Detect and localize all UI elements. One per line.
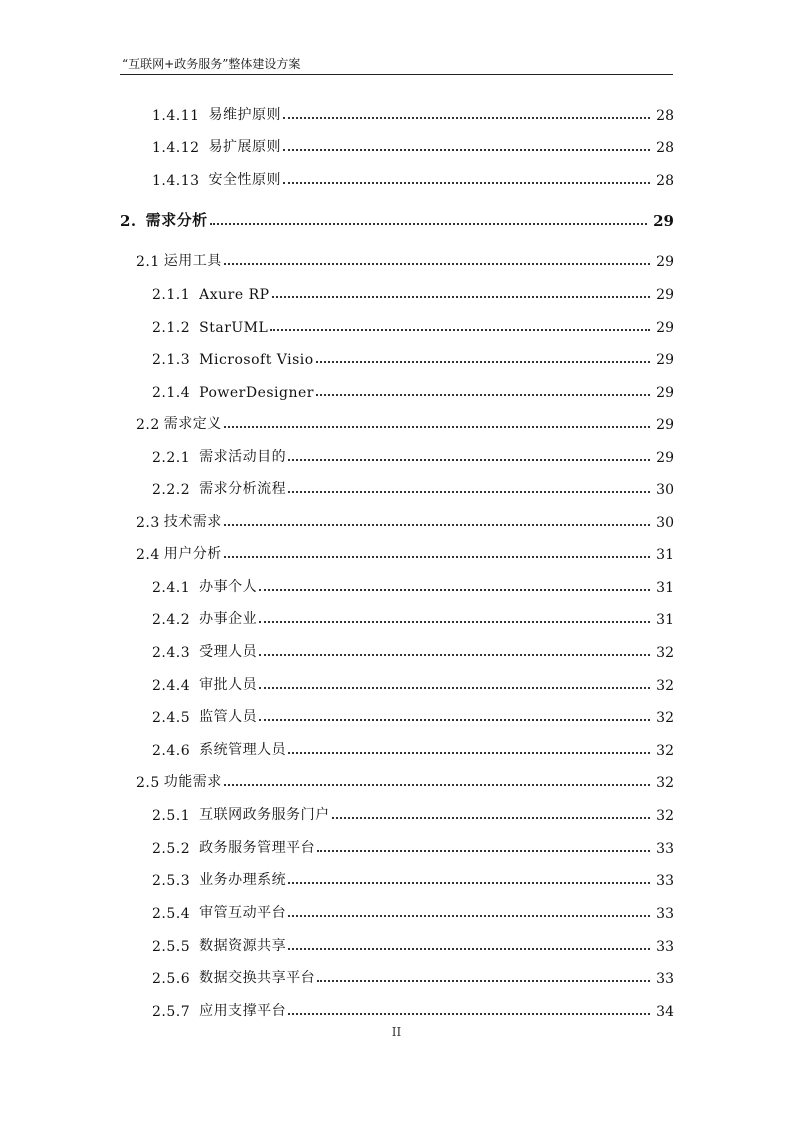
toc-entry-label: 数据资源共享 bbox=[199, 938, 287, 954]
toc-entry[interactable] bbox=[152, 802, 674, 824]
toc-entry-number: 2.5.7 bbox=[152, 1004, 191, 1020]
dot-leader bbox=[317, 850, 650, 852]
toc-entry-page: 30 bbox=[656, 515, 674, 531]
toc-entry-page: 32 bbox=[656, 775, 674, 791]
toc-entry-page: 32 bbox=[656, 645, 674, 661]
toc-entry-page: 28 bbox=[656, 108, 674, 124]
toc-entry[interactable] bbox=[152, 346, 674, 368]
toc-entry[interactable] bbox=[152, 574, 674, 596]
toc-entry-page: 33 bbox=[656, 841, 674, 857]
toc-entry[interactable] bbox=[152, 835, 674, 857]
toc-entry-label: 审批人员 bbox=[199, 677, 258, 693]
toc-entry[interactable] bbox=[152, 476, 674, 498]
toc-entry[interactable] bbox=[152, 737, 674, 759]
toc-entry[interactable] bbox=[152, 314, 674, 336]
toc-entry-label: StarUML bbox=[199, 320, 269, 336]
toc-entry-page: 29 bbox=[656, 385, 674, 401]
toc-entry-page: 30 bbox=[656, 482, 674, 498]
toc-entry-number: 1.4.11 bbox=[152, 108, 200, 124]
toc-entry-number: 2.4.5 bbox=[152, 710, 191, 726]
toc-entry-label: 易维护原则 bbox=[208, 107, 282, 123]
toc-entry-page: 33 bbox=[656, 971, 674, 987]
toc-entry[interactable] bbox=[152, 379, 674, 401]
dot-leader bbox=[288, 752, 650, 754]
document-title: “互联网+政务服务”整体建设方案 bbox=[122, 57, 301, 71]
toc-entry-page: 33 bbox=[656, 873, 674, 889]
dot-leader bbox=[288, 1013, 650, 1015]
dot-leader bbox=[224, 784, 650, 786]
toc-entry-page: 32 bbox=[656, 678, 674, 694]
dot-leader bbox=[259, 654, 650, 656]
toc-entry-label: 办事个人 bbox=[199, 579, 258, 595]
dot-leader bbox=[224, 556, 650, 558]
dot-leader bbox=[288, 915, 650, 917]
dot-leader bbox=[272, 296, 651, 298]
toc-entry-number: 2.1.4 bbox=[152, 385, 191, 401]
dot-leader bbox=[259, 621, 650, 623]
dot-leader bbox=[210, 223, 647, 225]
toc-entry-number: 2.2.1 bbox=[152, 450, 191, 466]
toc-entry-page: 29 bbox=[656, 450, 674, 466]
toc-entry-page: 29 bbox=[656, 254, 674, 270]
toc-entry[interactable] bbox=[152, 867, 674, 889]
toc-entry[interactable] bbox=[152, 167, 674, 189]
toc-entry[interactable] bbox=[152, 444, 674, 466]
dot-leader bbox=[283, 149, 650, 151]
dot-leader bbox=[288, 882, 650, 884]
toc-entry-label: 数据交换共享平台 bbox=[199, 970, 316, 986]
toc-entry[interactable] bbox=[152, 900, 674, 922]
toc-entry-number: 2.5.5 bbox=[152, 939, 191, 955]
toc-entry-page: 32 bbox=[656, 808, 674, 824]
toc-entry-label: 用户分析 bbox=[163, 546, 222, 562]
toc-entry[interactable] bbox=[136, 509, 674, 531]
toc-entry[interactable] bbox=[152, 965, 674, 987]
toc-entry-label: 需求分析流程 bbox=[199, 481, 287, 497]
toc-entry-page: 32 bbox=[656, 710, 674, 726]
toc-entry-page: 31 bbox=[656, 547, 674, 563]
toc-entry-label: 运用工具 bbox=[163, 253, 222, 269]
toc-entry[interactable] bbox=[152, 281, 674, 303]
toc-entry-number: 2.1.3 bbox=[152, 352, 191, 368]
toc-entry-page: 28 bbox=[656, 140, 674, 156]
dot-leader bbox=[288, 491, 650, 493]
toc-entry-page: 29 bbox=[656, 287, 674, 303]
toc-entry-label: 系统管理人员 bbox=[199, 742, 287, 758]
toc-entry-label: 需求分析 bbox=[145, 211, 208, 229]
dot-leader bbox=[224, 524, 650, 526]
toc-entry-page: 31 bbox=[656, 612, 674, 628]
dot-leader bbox=[283, 182, 650, 184]
dot-leader bbox=[317, 980, 650, 982]
toc-entry[interactable] bbox=[136, 411, 674, 433]
dot-leader bbox=[316, 394, 650, 396]
toc-entry-number: 2.5.2 bbox=[152, 841, 191, 857]
toc-entry[interactable] bbox=[152, 134, 674, 156]
dot-leader bbox=[288, 459, 650, 461]
toc-entry-number: 2.4.3 bbox=[152, 645, 191, 661]
toc-entry-number: 2.4.6 bbox=[152, 743, 191, 759]
toc-entry[interactable] bbox=[152, 704, 674, 726]
toc-entry-number: 2.4 bbox=[136, 547, 160, 563]
dot-leader bbox=[316, 361, 650, 363]
toc-entry[interactable] bbox=[136, 769, 674, 791]
toc-entry-page: 29 bbox=[656, 352, 674, 368]
toc-entry-label: 技术需求 bbox=[163, 514, 222, 530]
dot-leader bbox=[270, 329, 650, 331]
toc-entry-page: 29 bbox=[656, 417, 674, 433]
toc-entry-page: 31 bbox=[656, 580, 674, 596]
toc-entry-label: Axure RP bbox=[199, 287, 270, 303]
toc-entry-number: 2.4.2 bbox=[152, 612, 191, 628]
toc-entry[interactable] bbox=[152, 102, 674, 124]
toc-entry-page: 29 bbox=[653, 212, 674, 230]
page-header bbox=[120, 54, 673, 75]
toc-entry-page: 33 bbox=[656, 939, 674, 955]
dot-leader bbox=[288, 948, 650, 950]
toc-entry-number: 2.1.1 bbox=[152, 287, 191, 303]
toc-entry[interactable] bbox=[152, 998, 674, 1020]
toc-entry-number: 2.2 bbox=[136, 417, 160, 433]
page-number: II bbox=[391, 1025, 402, 1039]
toc-entry-label: 政务服务管理平台 bbox=[199, 840, 316, 856]
toc-entry-number: 1.4.13 bbox=[152, 173, 200, 189]
toc-entry-label: 受理人员 bbox=[199, 644, 258, 660]
toc-entry[interactable] bbox=[136, 541, 674, 563]
toc-entry-number: 2.4.1 bbox=[152, 580, 191, 596]
toc-entry-page: 33 bbox=[656, 906, 674, 922]
dot-leader bbox=[332, 817, 651, 819]
toc-entry[interactable] bbox=[152, 639, 674, 661]
toc-entry-number: 2.5.1 bbox=[152, 808, 191, 824]
toc-entry[interactable] bbox=[120, 208, 674, 230]
toc-entry-number: 2.1.2 bbox=[152, 320, 191, 336]
dot-leader bbox=[224, 426, 650, 428]
toc-entry[interactable] bbox=[152, 606, 674, 628]
toc-entry[interactable] bbox=[152, 933, 674, 955]
toc-entry-label: 易扩展原则 bbox=[208, 139, 282, 155]
toc-entry-label: 功能需求 bbox=[163, 774, 222, 790]
toc-entry-number: 2.5.6 bbox=[152, 971, 191, 987]
toc-entry-label: 需求活动目的 bbox=[199, 449, 287, 465]
toc-entry-number: 2.1 bbox=[136, 254, 160, 270]
toc-entry-label: Microsoft Visio bbox=[199, 352, 314, 368]
toc-entry-number: 2.4.4 bbox=[152, 678, 191, 694]
toc-entry-label: 办事企业 bbox=[199, 611, 258, 627]
toc-entry-number: 2.2.2 bbox=[152, 482, 191, 498]
toc-entry-page: 32 bbox=[656, 743, 674, 759]
dot-leader bbox=[224, 263, 650, 265]
toc-entry-label: 需求定义 bbox=[163, 416, 222, 432]
toc-entry-label: 应用支撑平台 bbox=[199, 1003, 287, 1019]
toc-entry-page: 29 bbox=[656, 320, 674, 336]
dot-leader bbox=[259, 687, 650, 689]
toc-entry-number: 2.5 bbox=[136, 775, 160, 791]
dot-leader bbox=[259, 589, 650, 591]
toc-entry-number: 2. bbox=[120, 212, 137, 230]
dot-leader bbox=[259, 719, 650, 721]
toc-entry[interactable] bbox=[152, 672, 674, 694]
toc-entry-page: 28 bbox=[656, 173, 674, 189]
toc-entry-label: 互联网政务服务门户 bbox=[199, 807, 330, 823]
toc-entry-number: 2.3 bbox=[136, 515, 160, 531]
toc-entry-label: 业务办理系统 bbox=[199, 872, 287, 888]
toc-entry-page: 34 bbox=[656, 1004, 674, 1020]
toc-entry-label: PowerDesigner bbox=[199, 385, 314, 401]
toc-entry-label: 审管互动平台 bbox=[199, 905, 287, 921]
dot-leader bbox=[283, 117, 650, 119]
toc-entry[interactable] bbox=[136, 248, 674, 270]
toc-entry-label: 监管人员 bbox=[199, 709, 258, 725]
toc-entry-number: 2.5.3 bbox=[152, 873, 191, 889]
toc-entry-label: 安全性原则 bbox=[208, 172, 282, 188]
toc-entry-number: 2.5.4 bbox=[152, 906, 191, 922]
toc-entry-number: 1.4.12 bbox=[152, 140, 200, 156]
